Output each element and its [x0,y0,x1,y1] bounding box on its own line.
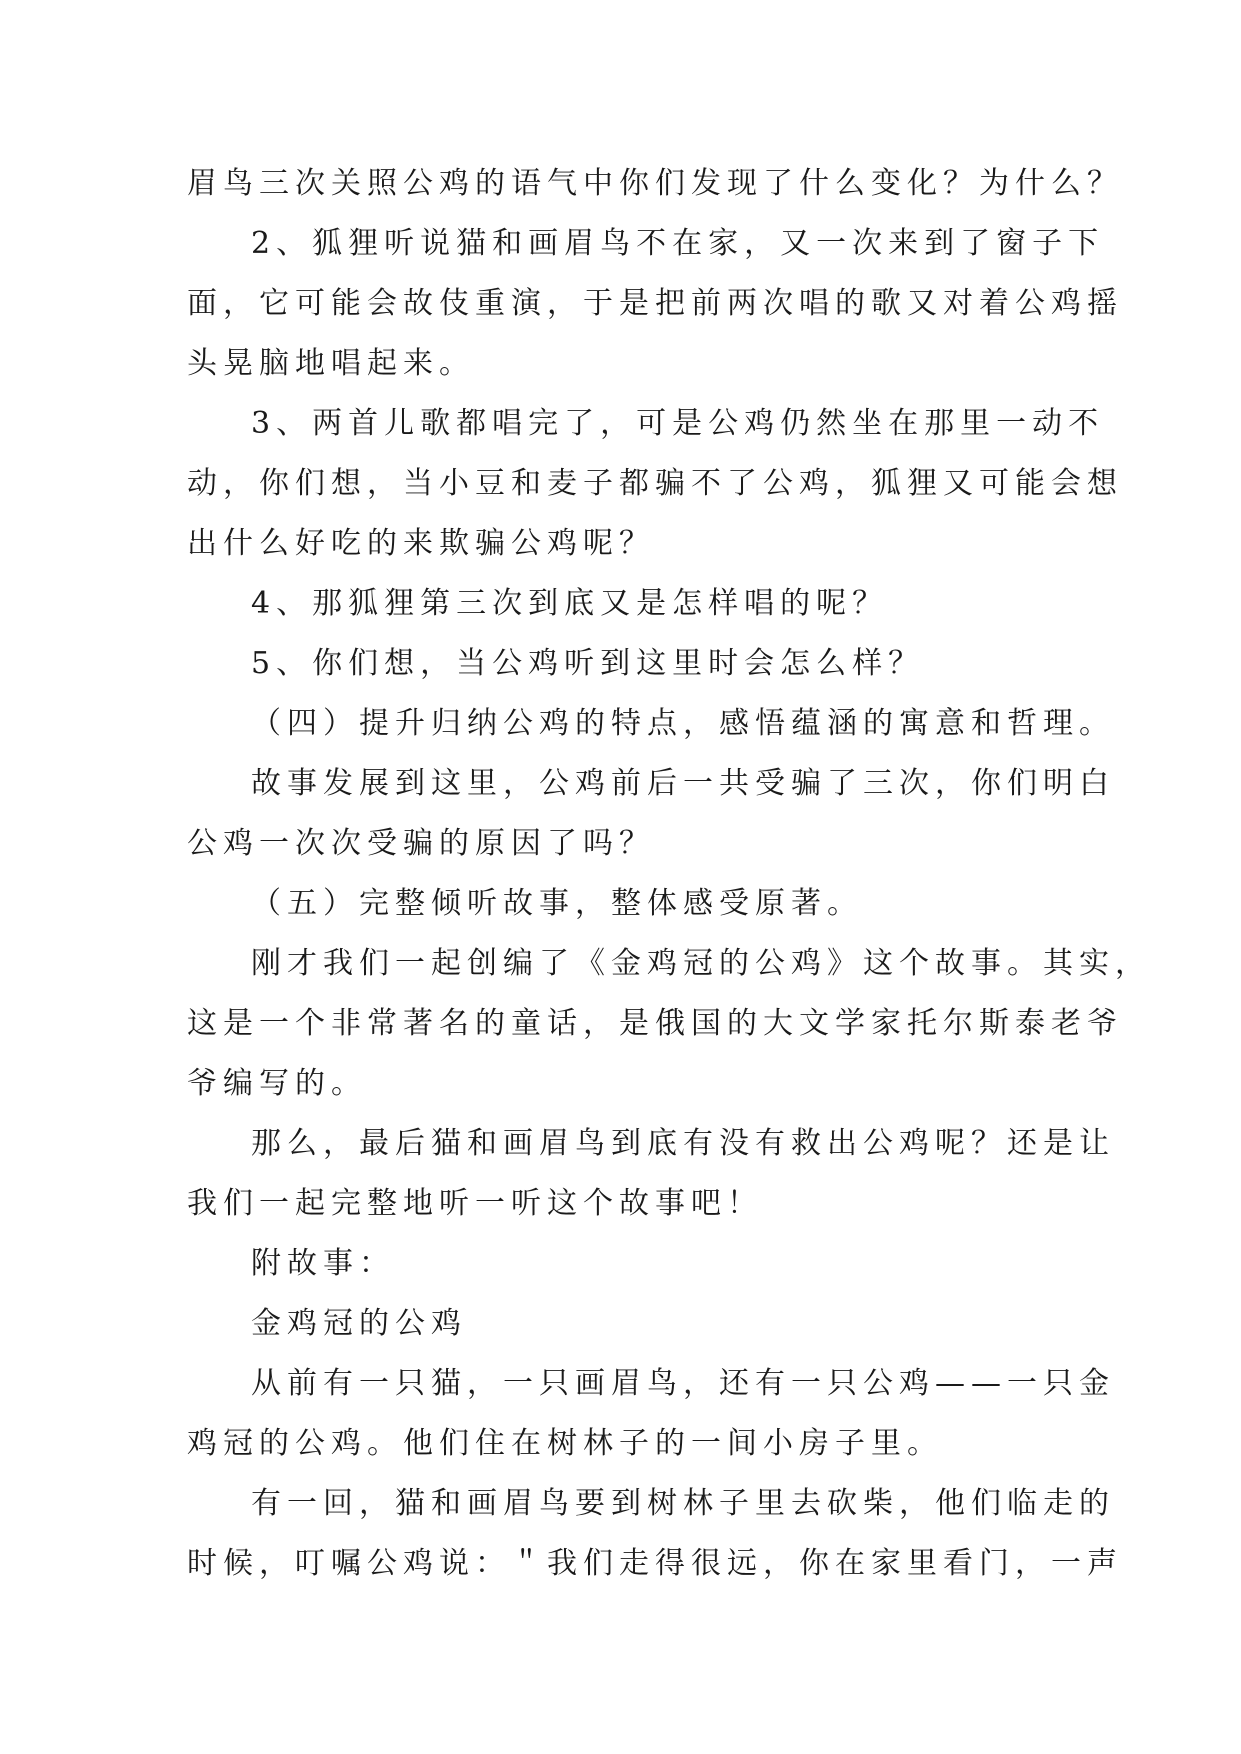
paragraph-line: 出什么好吃的来欺骗公鸡呢？ [187,526,655,561]
paragraph-line: 眉鸟三次关照公鸡的语气中你们发现了什么变化？为什么？ [187,166,1123,201]
paragraph-line: 鸡冠的公鸡。他们住在树林子的一间小房子里。 [187,1426,943,1461]
paragraph-line: 2、狐狸听说猫和画眉鸟不在家，又一次来到了窗子下 [251,226,1105,261]
paragraph-line: 这是一个非常著名的童话，是俄国的大文学家托尔斯泰老爷 [187,1006,1123,1041]
paragraph-line: 5、你们想，当公鸡听到这里时会怎么样？ [251,646,925,681]
paragraph-line: 爷编写的。 [187,1066,367,1101]
appendix-label: 附故事： [251,1246,395,1281]
paragraph-line: 时候，叮嘱公鸡说：＂我们走得很远，你在家里看门，一声 [187,1546,1123,1581]
paragraph-line: 4、那狐狸第三次到底又是怎样唱的呢？ [251,586,889,621]
section-heading: （五）完整倾听故事，整体感受原著。 [251,886,863,921]
paragraph-line: 动，你们想，当小豆和麦子都骗不了公鸡，狐狸又可能会想 [187,466,1123,501]
paragraph-line: 面，它可能会故伎重演，于是把前两次唱的歌又对着公鸡摇 [187,286,1123,321]
document-body [187,154,1151,1594]
paragraph-line: 头晃脑地唱起来。 [187,346,475,381]
story-title: 金鸡冠的公鸡 [251,1306,467,1341]
paragraph-line: 从前有一只猫，一只画眉鸟，还有一只公鸡——一只金 [251,1366,1115,1401]
paragraph-line: 3、两首儿歌都唱完了，可是公鸡仍然坐在那里一动不 [251,406,1105,441]
paragraph-line: 故事发展到这里，公鸡前后一共受骗了三次，你们明白 [251,766,1115,801]
section-heading: （四）提升归纳公鸡的特点，感悟蕴涵的寓意和哲理。 [251,706,1115,741]
paragraph-line: 刚才我们一起创编了《金鸡冠的公鸡》这个故事。其实， [251,946,1151,981]
paragraph-line: 公鸡一次次受骗的原因了吗？ [187,826,655,861]
paragraph-line: 有一回，猫和画眉鸟要到树林子里去砍柴，他们临走的 [251,1486,1115,1521]
paragraph-line: 我们一起完整地听一听这个故事吧！ [187,1186,763,1221]
paragraph-line: 那么，最后猫和画眉鸟到底有没有救出公鸡呢？还是让 [251,1126,1115,1161]
